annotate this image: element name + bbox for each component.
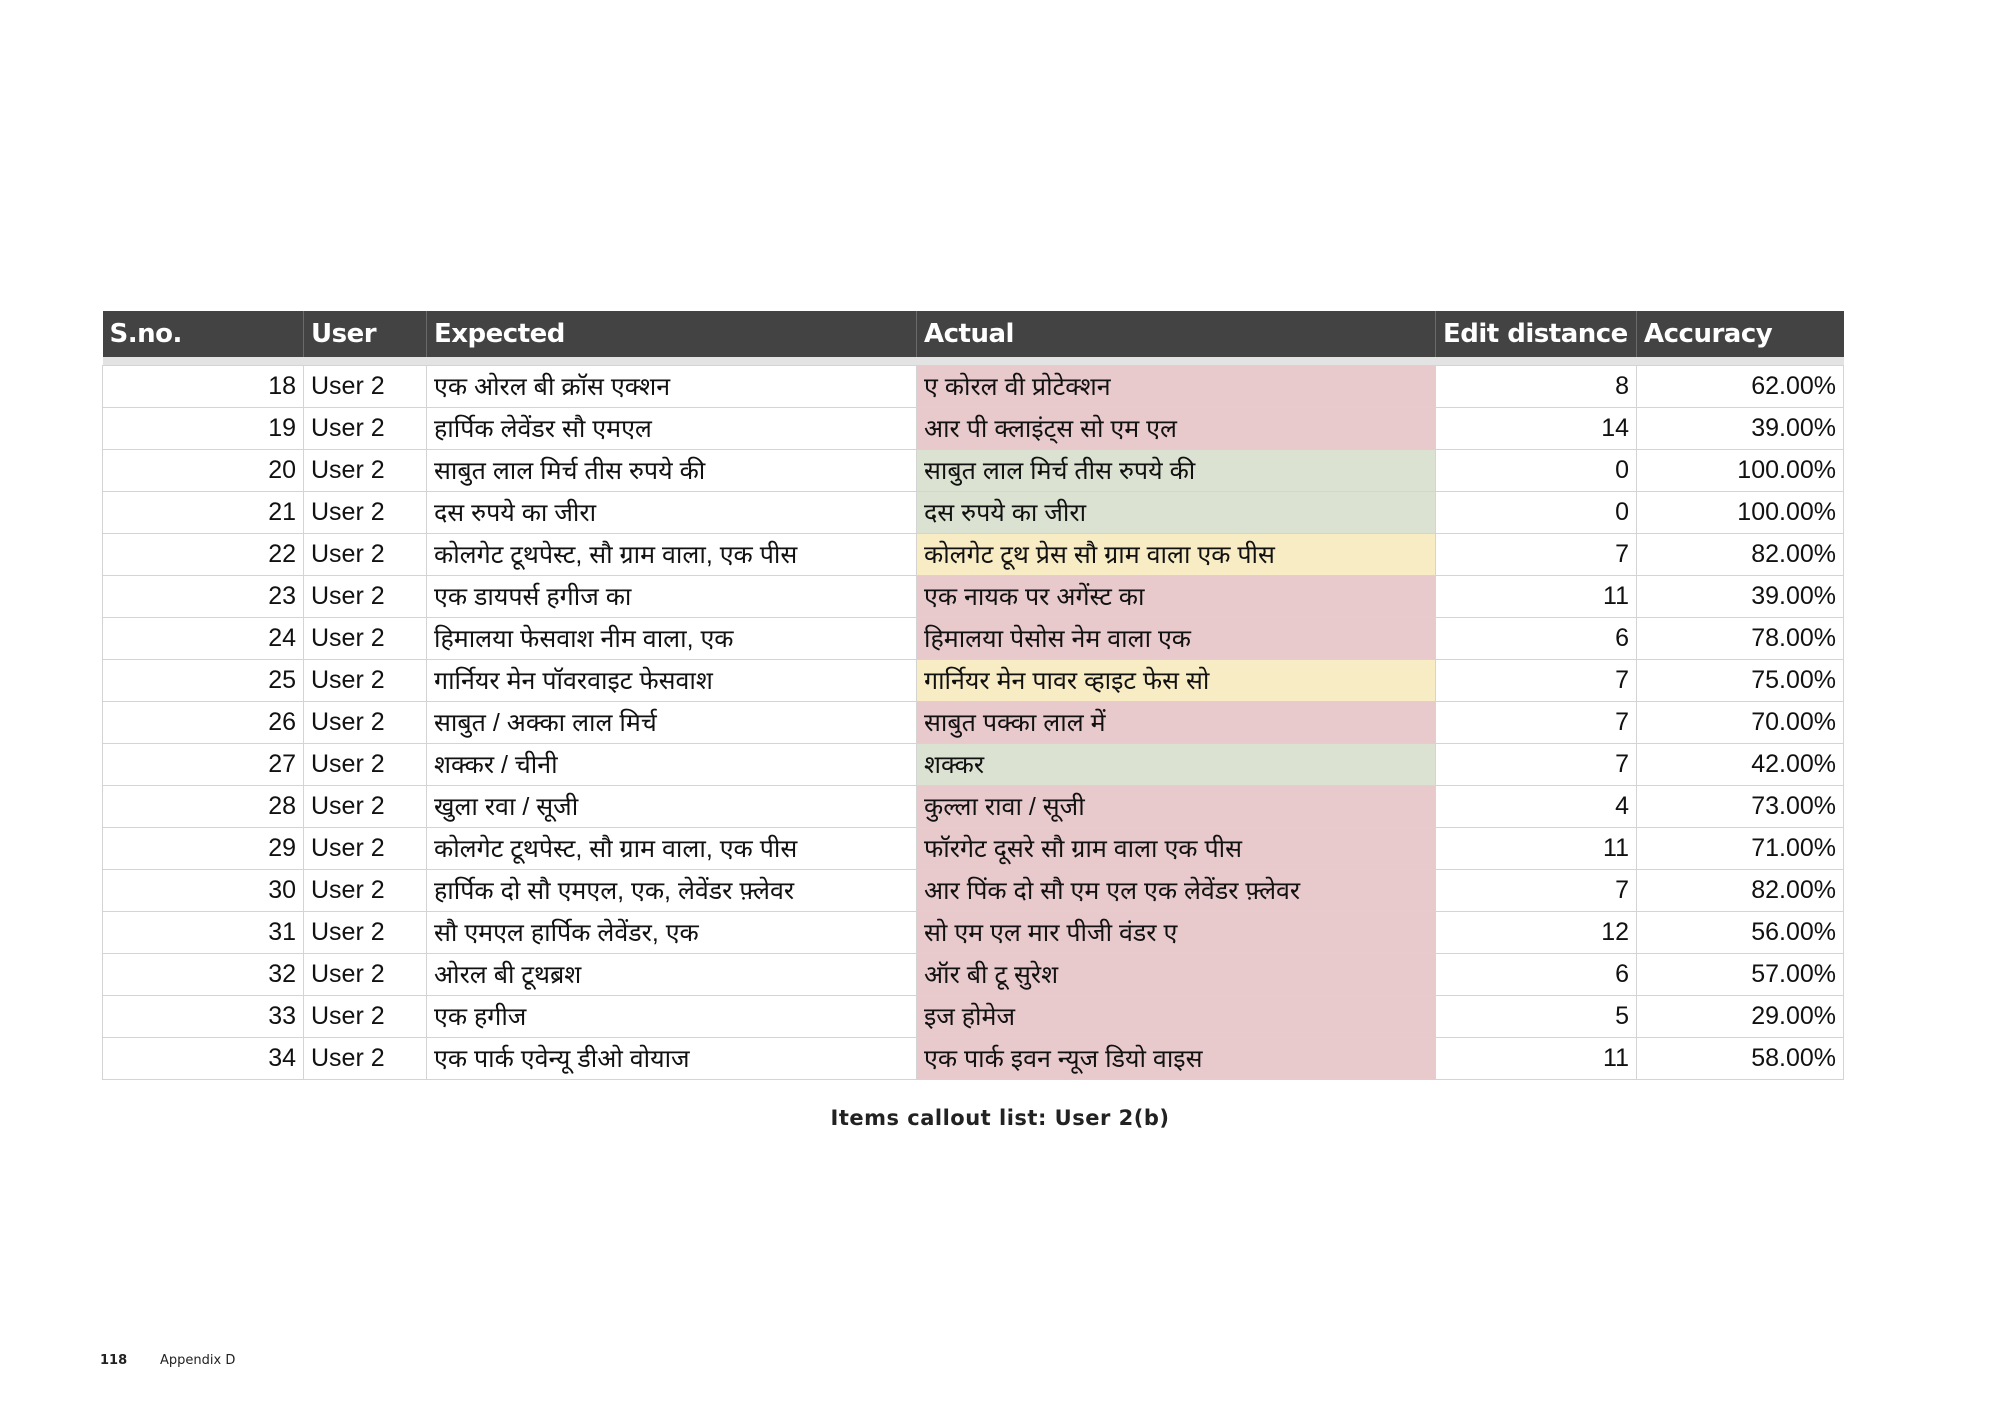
cell-accuracy: 100.00% xyxy=(1637,449,1844,491)
cell-user: User 2 xyxy=(304,575,427,617)
cell-edit-distance: 6 xyxy=(1436,617,1637,659)
cell-user: User 2 xyxy=(304,365,427,407)
cell-edit-distance: 11 xyxy=(1436,827,1637,869)
cell-sno: 24 xyxy=(103,617,304,659)
cell-sno: 33 xyxy=(103,995,304,1037)
table-row xyxy=(103,617,1844,659)
cell-accuracy: 57.00% xyxy=(1637,953,1844,995)
cell-edit-distance: 11 xyxy=(1436,1037,1637,1079)
cell-actual: साबुत पक्का लाल में xyxy=(917,701,1436,743)
cell-user: User 2 xyxy=(304,743,427,785)
cell-expected: हार्पिक लेवेंडर सौ एमएल xyxy=(427,407,917,449)
cell-accuracy: 100.00% xyxy=(1637,491,1844,533)
page-number: 118 xyxy=(100,1353,128,1368)
cell-actual: ऑर बी टू सुरेश xyxy=(917,953,1436,995)
cell-actual: शक्कर xyxy=(917,743,1436,785)
cell-accuracy: 75.00% xyxy=(1637,659,1844,701)
cell-user: User 2 xyxy=(304,617,427,659)
cell-user: User 2 xyxy=(304,407,427,449)
cell-edit-distance: 7 xyxy=(1436,533,1637,575)
cell-accuracy: 29.00% xyxy=(1637,995,1844,1037)
cell-expected: खुला रवा / सूजी xyxy=(427,785,917,827)
cell-sno: 34 xyxy=(103,1037,304,1079)
cell-edit-distance: 7 xyxy=(1436,743,1637,785)
cell-user: User 2 xyxy=(304,449,427,491)
cell-expected: एक ओरल बी क्रॉस एक्शन xyxy=(427,365,917,407)
cell-accuracy: 42.00% xyxy=(1637,743,1844,785)
table-row xyxy=(103,365,1844,407)
cell-edit-distance: 7 xyxy=(1436,659,1637,701)
header-accuracy: Accuracy xyxy=(1637,311,1844,357)
cell-user: User 2 xyxy=(304,995,427,1037)
cell-actual: कुल्ला रावा / सूजी xyxy=(917,785,1436,827)
cell-expected: सौ एमएल हार्पिक लेवेंडर, एक xyxy=(427,911,917,953)
cell-edit-distance: 11 xyxy=(1436,575,1637,617)
cell-user: User 2 xyxy=(304,911,427,953)
cell-expected: दस रुपये का जीरा xyxy=(427,491,917,533)
cell-user: User 2 xyxy=(304,1037,427,1079)
table-row xyxy=(103,575,1844,617)
cell-edit-distance: 0 xyxy=(1436,491,1637,533)
cell-edit-distance: 8 xyxy=(1436,365,1637,407)
cell-actual: आर पी क्लाइंट्स सो एम एल xyxy=(917,407,1436,449)
cell-expected: कोलगेट टूथपेस्ट, सौ ग्राम वाला, एक पीस xyxy=(427,827,917,869)
cell-expected: एक हगीज xyxy=(427,995,917,1037)
cell-user: User 2 xyxy=(304,869,427,911)
cell-sno: 22 xyxy=(103,533,304,575)
table-row xyxy=(103,743,1844,785)
cell-actual: हिमालया पेसोस नेम वाला एक xyxy=(917,617,1436,659)
cell-accuracy: 82.00% xyxy=(1637,533,1844,575)
cell-user: User 2 xyxy=(304,533,427,575)
table-row xyxy=(103,911,1844,953)
cell-accuracy: 56.00% xyxy=(1637,911,1844,953)
table-row xyxy=(103,407,1844,449)
cell-expected: कोलगेट टूथपेस्ट, सौ ग्राम वाला, एक पीस xyxy=(427,533,917,575)
header-gap xyxy=(103,357,1844,365)
cell-sno: 31 xyxy=(103,911,304,953)
table-row xyxy=(103,491,1844,533)
cell-edit-distance: 4 xyxy=(1436,785,1637,827)
cell-sno: 28 xyxy=(103,785,304,827)
cell-sno: 30 xyxy=(103,869,304,911)
table-header-row xyxy=(103,311,1844,357)
cell-sno: 29 xyxy=(103,827,304,869)
cell-edit-distance: 0 xyxy=(1436,449,1637,491)
cell-actual: ए कोरल वी प्रोटेक्शन xyxy=(917,365,1436,407)
cell-sno: 19 xyxy=(103,407,304,449)
cell-edit-distance: 5 xyxy=(1436,995,1637,1037)
cell-actual: साबुत लाल मिर्च तीस रुपये की xyxy=(917,449,1436,491)
cell-user: User 2 xyxy=(304,659,427,701)
cell-expected: साबुत / अक्का लाल मिर्च xyxy=(427,701,917,743)
cell-user: User 2 xyxy=(304,827,427,869)
cell-accuracy: 58.00% xyxy=(1637,1037,1844,1079)
cell-sno: 18 xyxy=(103,365,304,407)
table-row xyxy=(103,785,1844,827)
cell-expected: साबुत लाल मिर्च तीस रुपये की xyxy=(427,449,917,491)
table-row xyxy=(103,953,1844,995)
cell-actual: फॉरगेट दूसरे सौ ग्राम वाला एक पीस xyxy=(917,827,1436,869)
cell-sno: 32 xyxy=(103,953,304,995)
cell-accuracy: 62.00% xyxy=(1637,365,1844,407)
cell-accuracy: 39.00% xyxy=(1637,575,1844,617)
table-row xyxy=(103,701,1844,743)
cell-expected: हार्पिक दो सौ एमएल, एक, लेवेंडर फ़्लेवर xyxy=(427,869,917,911)
header-actual: Actual xyxy=(917,311,1436,357)
section-label: Appendix D xyxy=(160,1353,236,1368)
cell-sno: 20 xyxy=(103,449,304,491)
table-row xyxy=(103,449,1844,491)
cell-expected: एक पार्क एवेन्यू डीओ वोयाज xyxy=(427,1037,917,1079)
cell-expected: गार्नियर मेन पॉवरवाइट फेसवाश xyxy=(427,659,917,701)
cell-expected: ओरल बी टूथब्रश xyxy=(427,953,917,995)
cell-user: User 2 xyxy=(304,701,427,743)
cell-accuracy: 71.00% xyxy=(1637,827,1844,869)
table-row xyxy=(103,533,1844,575)
table-row xyxy=(103,827,1844,869)
cell-actual: इज होमेज xyxy=(917,995,1436,1037)
cell-actual: दस रुपये का जीरा xyxy=(917,491,1436,533)
cell-actual: एक नायक पर अगेंस्ट का xyxy=(917,575,1436,617)
cell-actual: सो एम एल मार पीजी वंडर ए xyxy=(917,911,1436,953)
table-body xyxy=(103,357,1844,1079)
cell-actual: गार्नियर मेन पावर व्हाइट फेस सो xyxy=(917,659,1436,701)
table-row xyxy=(103,1037,1844,1079)
table-caption: Items callout list: User 2(b) xyxy=(830,1106,1170,1130)
cell-edit-distance: 12 xyxy=(1436,911,1637,953)
cell-edit-distance: 14 xyxy=(1436,407,1637,449)
cell-accuracy: 82.00% xyxy=(1637,869,1844,911)
cell-edit-distance: 6 xyxy=(1436,953,1637,995)
cell-accuracy: 39.00% xyxy=(1637,407,1844,449)
cell-actual: कोलगेट टूथ प्रेस सौ ग्राम वाला एक पीस xyxy=(917,533,1436,575)
cell-user: User 2 xyxy=(304,953,427,995)
cell-sno: 26 xyxy=(103,701,304,743)
cell-expected: हिमालया फेसवाश नीम वाला, एक xyxy=(427,617,917,659)
cell-sno: 23 xyxy=(103,575,304,617)
results-table xyxy=(102,311,1844,1080)
cell-edit-distance: 7 xyxy=(1436,869,1637,911)
cell-expected: शक्कर / चीनी xyxy=(427,743,917,785)
header-edit-distance: Edit distance xyxy=(1436,311,1637,357)
cell-actual: एक पार्क इवन न्यूज डियो वाइस xyxy=(917,1037,1436,1079)
header-expected: Expected xyxy=(427,311,917,357)
cell-user: User 2 xyxy=(304,785,427,827)
cell-accuracy: 78.00% xyxy=(1637,617,1844,659)
cell-accuracy: 73.00% xyxy=(1637,785,1844,827)
cell-accuracy: 70.00% xyxy=(1637,701,1844,743)
table-row xyxy=(103,995,1844,1037)
cell-sno: 27 xyxy=(103,743,304,785)
table-row xyxy=(103,659,1844,701)
cell-expected: एक डायपर्स हगीज का xyxy=(427,575,917,617)
header-user: User xyxy=(304,311,427,357)
cell-edit-distance: 7 xyxy=(1436,701,1637,743)
cell-actual: आर पिंक दो सौ एम एल एक लेवेंडर फ़्लेवर xyxy=(917,869,1436,911)
header-sno: S.no. xyxy=(103,311,304,357)
cell-sno: 21 xyxy=(103,491,304,533)
cell-sno: 25 xyxy=(103,659,304,701)
table-row xyxy=(103,869,1844,911)
cell-user: User 2 xyxy=(304,491,427,533)
